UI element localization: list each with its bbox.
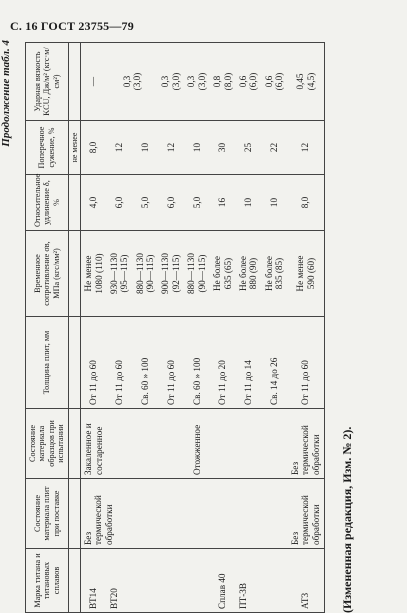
cell-thickness: От 11 до 20 <box>210 317 236 409</box>
cell-grade: ПТ-3В <box>236 549 288 613</box>
cell-thickness: От 11 до 14 <box>236 317 262 409</box>
cell-impact: 0,3 (3,0) <box>158 43 184 121</box>
cell-reduction: 12 <box>158 121 184 175</box>
cell-elongation: 5,0 <box>132 175 158 231</box>
amendment-note: (Измененная редакция, Изм. № 2). <box>340 426 354 613</box>
cell-grade: АТ3 <box>287 549 324 613</box>
cell-delivery-state: Без термической обработки <box>287 479 324 549</box>
cell-grade: Сплав 40 <box>210 549 236 613</box>
cell-elongation: 5,0 <box>184 175 210 231</box>
properties-table <box>25 42 325 613</box>
col-header-strength: Временное сопротивление σв, МПа (кгс/мм²) <box>26 231 69 317</box>
cell-thickness: От 11 до 60 <box>287 317 324 409</box>
cell-thickness: Св. 60 » 100 <box>132 317 158 409</box>
cell-test-state: Без термической обработки <box>287 409 324 479</box>
table-continuation-title: Продолжение табл. 4 <box>0 40 12 147</box>
cell-reduction: 10 <box>132 121 158 175</box>
cell-reduction: 12 <box>107 121 133 175</box>
table-header-row <box>26 43 69 613</box>
col-header-reduction: Поперечное сужение, % <box>26 121 69 175</box>
cell-impact: 0,6 (6,0) <box>236 43 262 121</box>
cell-strength: 930—1130 (95—115) <box>107 231 133 317</box>
col-header-thickness: Толщина плит, мм <box>26 317 69 409</box>
cell-impact: 0,45 (4,5) <box>287 43 324 121</box>
table-row <box>80 43 106 613</box>
cell-test-state: Отожженное <box>107 409 288 479</box>
cell-thickness: От 11 до 60 <box>80 317 106 409</box>
table-row <box>287 43 324 613</box>
cell-thickness: От 11 до 60 <box>158 317 184 409</box>
col-header-test-state: Состояние материала образцов при испытании <box>26 409 69 479</box>
cell-strength: 880—1130 (90—115) <box>132 231 158 317</box>
col-header-grade: Марка титана и титановых сплавов <box>26 549 69 613</box>
cell-reduction: 8,0 <box>80 121 106 175</box>
cell-strength: Не более 835 (85) <box>261 231 287 317</box>
cell-test-state: Закаленное и состаренное <box>80 409 106 479</box>
cell-reduction: 30 <box>210 121 236 175</box>
cell-thickness: Св. 60 » 100 <box>184 317 210 409</box>
col-header-elongation: Относительное удлинение δ, % <box>26 175 69 231</box>
cell-delivery-state: Без термической обработки <box>80 479 287 549</box>
cell-strength: 880—1130 (90—115) <box>184 231 210 317</box>
page-header: С. 16 ГОСТ 23755—79 <box>10 19 134 33</box>
cell-elongation: 10 <box>236 175 262 231</box>
cell-impact: 0,6 (6,0) <box>261 43 287 121</box>
cell-impact: 0,3 (3,0) <box>184 43 210 121</box>
cell-elongation: 10 <box>261 175 287 231</box>
rotated-page-content <box>0 40 407 613</box>
cell-elongation: 6,0 <box>158 175 184 231</box>
cell-elongation: 6,0 <box>107 175 133 231</box>
cell-elongation: 8,0 <box>287 175 324 231</box>
cell-elongation: 4,0 <box>80 175 106 231</box>
col-header-delivery-state: Состояние материала плит при поставке <box>26 479 69 549</box>
cell-reduction: 22 <box>261 121 287 175</box>
cell-impact: 0,3 (3,0) <box>107 43 159 121</box>
cell-reduction: 12 <box>287 121 324 175</box>
unit-row <box>68 43 80 613</box>
cell-grade: ВТ20 <box>107 549 210 613</box>
cell-grade: ВТ14 <box>80 549 106 613</box>
cell-strength: Не более 880 (90) <box>236 231 262 317</box>
cell-elongation: 16 <box>210 175 236 231</box>
cell-strength: Не более 635 (65) <box>210 231 236 317</box>
cell-thickness: Св. 14 до 26 <box>261 317 287 409</box>
cell-impact: 0,8 (8,0) <box>210 43 236 121</box>
cell-reduction: 10 <box>184 121 210 175</box>
unit-min-label: не менее <box>68 121 80 175</box>
col-header-impact: Ударная вязкость KCU, Дж/м² (кгс·м/см²) <box>26 43 69 121</box>
cell-reduction: 25 <box>236 121 262 175</box>
cell-strength: Не менее 1080 (110) <box>80 231 106 317</box>
cell-thickness: От 11 до 60 <box>107 317 133 409</box>
cell-strength: Не менее 590 (60) <box>287 231 324 317</box>
cell-strength: 900—1130 (92—115) <box>158 231 184 317</box>
cell-impact: — <box>80 43 106 121</box>
